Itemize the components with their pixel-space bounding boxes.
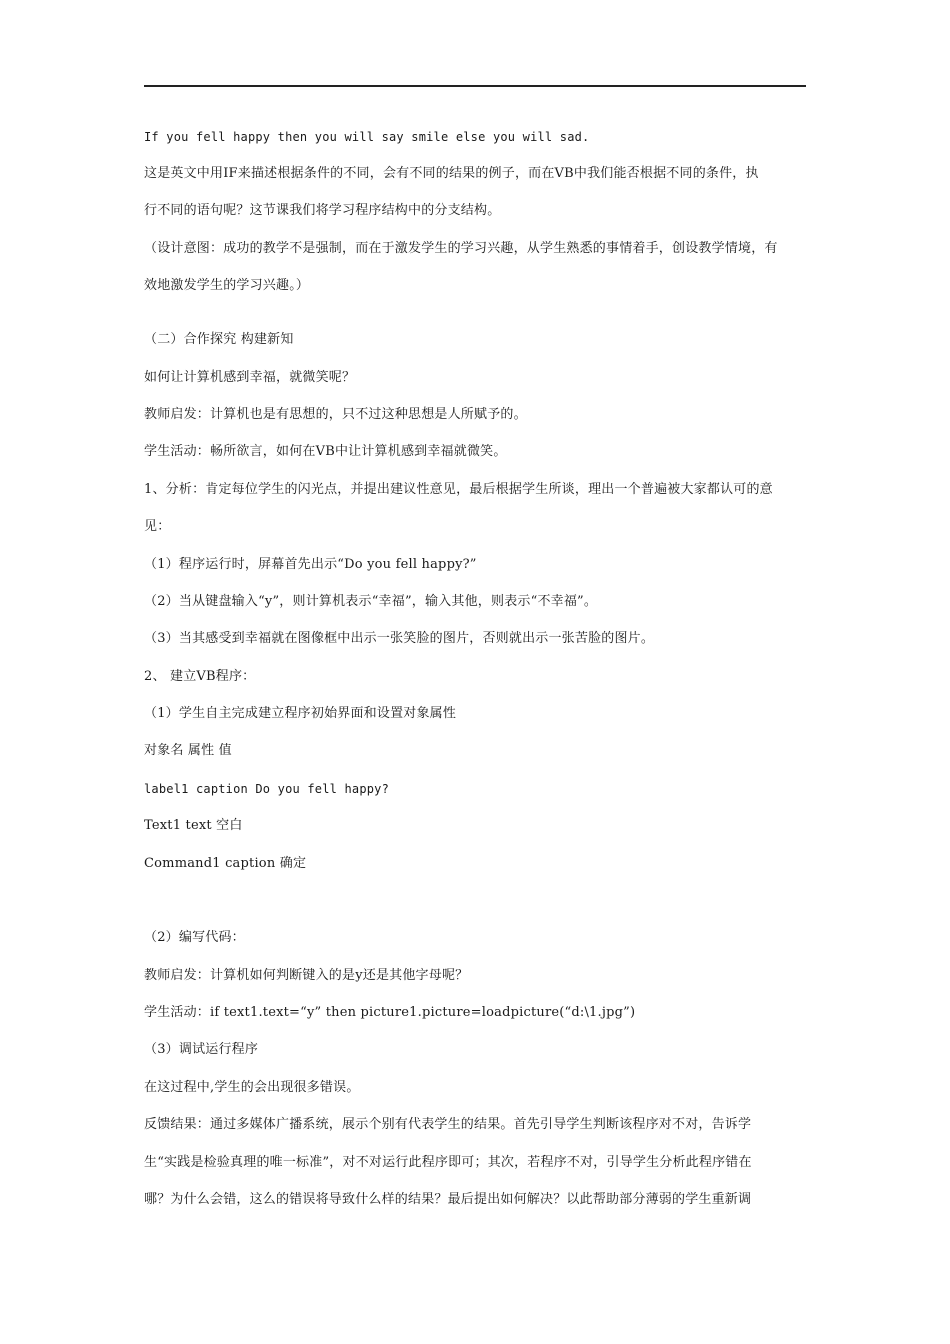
- paragraph-line: 反馈结果：通过多媒体广播系统，展示个别有代表学生的结果。首先引导学生判断该程序对不对，告诉学: [144, 1117, 752, 1132]
- paragraph-line: 教师启发：计算机如何判断键入的是y还是其他字母呢？: [144, 968, 469, 983]
- section-heading: （二）合作探究 构建新知: [144, 332, 294, 347]
- paragraph-line: 这是英文中用IF来描述根据条件的不同，会有不同的结果的例子，而在VB中我们能否根据不同的条件，执: [144, 166, 759, 181]
- paragraph-line: （设计意图：成功的教学不是强制，而在于激发学生的学习兴趣，从学生熟悉的事情着手，创设教学情境，有: [144, 241, 778, 256]
- table-row: label1 caption Do you fell happy?: [144, 782, 390, 796]
- table-row: Text1 text 空白: [144, 818, 243, 833]
- paragraph-line: 教师启发：计算机也是有思想的，只不过这种思想是人所赋予的。: [144, 407, 527, 422]
- list-item: （1）程序运行时，屏幕首先出示“Do you fell happy?”: [144, 557, 477, 572]
- paragraph-line: 在这过程中,学生的会出现很多错误。: [144, 1080, 360, 1095]
- paragraph-line: 效地激发学生的学习兴趣。）: [144, 278, 310, 293]
- list-item: （3）当其感受到幸福就在图像框中出示一张笑脸的图片，否则就出示一张苦脸的图片。: [144, 631, 655, 646]
- code-line: 学生活动：if text1.text=“y” then picture1.picture=loadpicture(“d:\1.jpg”): [144, 1005, 636, 1020]
- paragraph-line: 哪？为什么会错，这么的错误将导致什么样的结果？最后提出如何解决？以此帮助部分薄弱的学生重新调: [144, 1192, 752, 1207]
- table-row: Command1 caption 确定: [144, 856, 307, 871]
- english-sentence: If you fell happy then you will say smile else you will sad.: [144, 130, 590, 144]
- paragraph-line: 生“实践是检验真理的唯一标准”，对不对运行此程序即可；其次，若程序不对，引导学生分析此程序错在: [144, 1155, 752, 1170]
- table-header: 对象名 属性 值: [144, 743, 232, 758]
- list-item: 2、 建立VB程序：: [144, 669, 256, 684]
- list-item: （2）当从键盘输入“y”，则计算机表示“幸福”，输入其他，则表示“不幸福”。: [144, 594, 598, 609]
- paragraph-line: 1、分析：肯定每位学生的闪光点，并提出建议性意见，最后根据学生所谈，理出一个普遍被大家都认可的意: [144, 482, 773, 497]
- paragraph-line: 如何让计算机感到幸福，就微笑呢？: [144, 370, 356, 385]
- paragraph-line: 学生活动：畅所欲言，如何在VB中让计算机感到幸福就微笑。: [144, 444, 507, 459]
- paragraph-line: 见：: [144, 519, 171, 534]
- list-item: （3）调试运行程序: [144, 1042, 259, 1057]
- list-item: （1）学生自主完成建立程序初始界面和设置对象属性: [144, 706, 457, 721]
- list-item: （2）编写代码：: [144, 930, 245, 945]
- paragraph-line: 行不同的语句呢？这节课我们将学习程序结构中的分支结构。: [144, 203, 501, 218]
- header-rule: [144, 85, 806, 87]
